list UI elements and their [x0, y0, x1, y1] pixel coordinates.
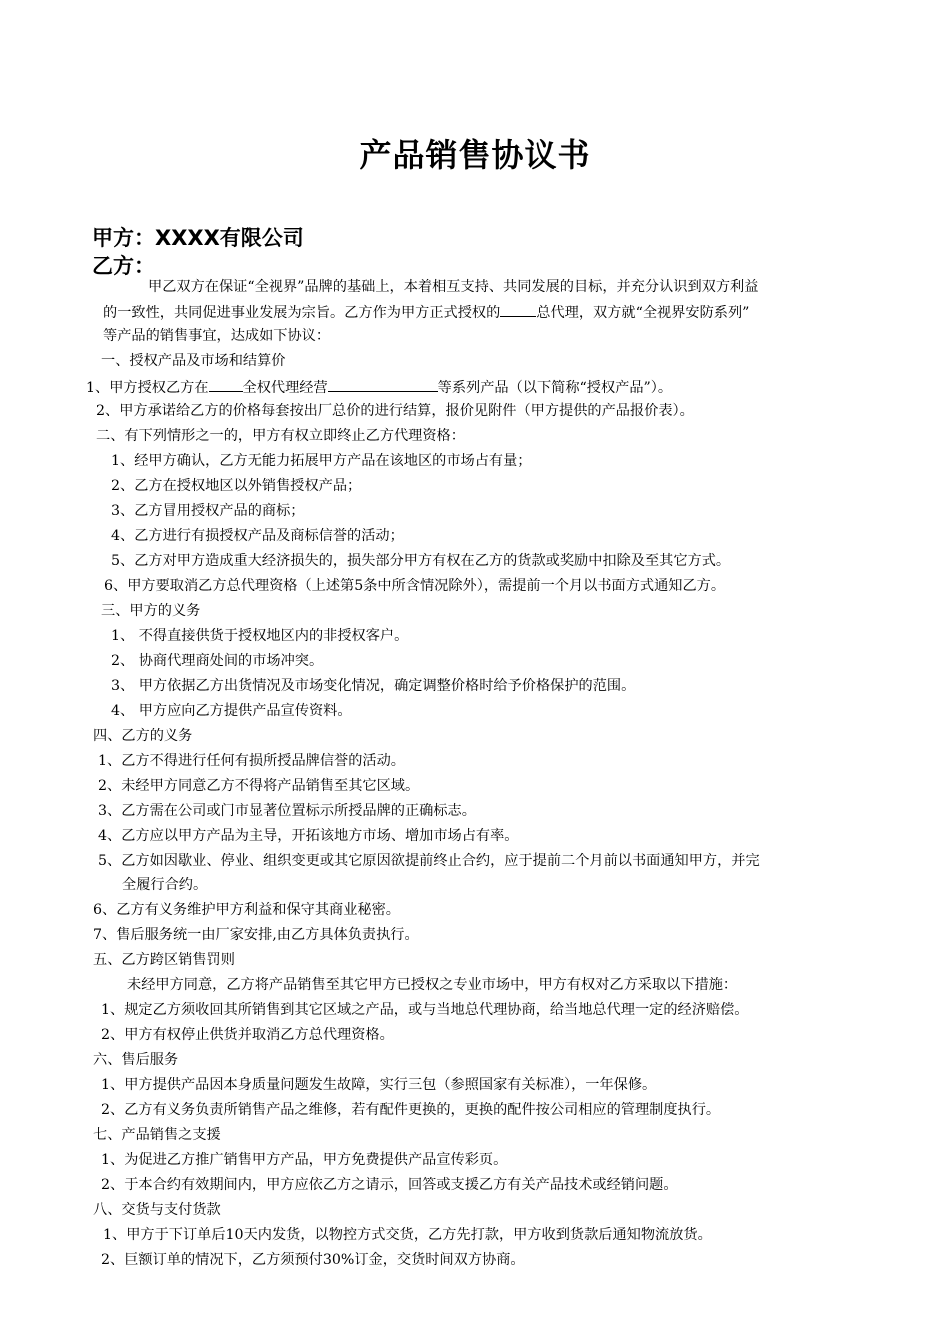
section-2-item: 1、经甲方确认，乙方无能力拓展甲方产品在该地区的市场占有量； [111, 453, 532, 469]
section-4-item: 1、乙方不得进行任何有损所授品牌信誉的活动。 [98, 753, 405, 769]
intro-line-2: 的一致性，共同促进事业发展为宗旨。乙方作为甲方正式授权的 总代理，双方就“全视界安防系列” [103, 302, 749, 322]
section-2-item: 3、乙方冒用授权产品的商标； [111, 503, 305, 519]
section-4-item: 3、乙方需在公司或门市显著位置标示所授品牌的正确标志。 [98, 803, 476, 819]
intro-line-1: 甲乙双方在保证“全视界”品牌的基础上，本着相互支持、共同发展的目标，并充分认识到双方利益 [148, 279, 759, 295]
party-b: 乙方： [92, 254, 155, 278]
section-3-item: 2、 协商代理商处间的市场冲突。 [111, 653, 324, 669]
party-a: 甲方：XXXX有限公司 [92, 226, 304, 250]
section-3-item: 1、 不得直接供货于授权地区内的非授权客户。 [111, 628, 409, 644]
section-2-item: 5、乙方对甲方造成重大经济损失的，损失部分甲方有权在乙方的货款或奖励中扣除及至其它方式。 [111, 553, 731, 569]
section-3-heading: 三、甲方的义务 [101, 603, 201, 619]
intro-line-3: 等产品的销售事宜，达成如下协议： [103, 328, 331, 344]
section-7-item: 2、于本合约有效期间内，甲方应依乙方之请示，回答或支援乙方有关产品技术或经销问题。 [101, 1177, 678, 1193]
section-1-heading: 一、授权产品及市场和结算价 [101, 353, 286, 369]
section-8-item: 2、巨额订单的情况下，乙方须预付30%订金，交货时间双方协商。 [101, 1252, 525, 1268]
section-7-heading: 七、产品销售之支援 [93, 1127, 221, 1143]
section-7-item: 1、为促进乙方推广销售甲方产品，甲方免费提供产品宣传彩页。 [101, 1152, 508, 1168]
section-4-item: 6、乙方有义务维护甲方利益和保守其商业秘密。 [93, 902, 400, 918]
section-5-item: 1、规定乙方须收回其所销售到其它区域之产品，或与当地总代理协商，给当地总代理一定的经济赔偿。 [101, 1002, 749, 1018]
blank-area [209, 377, 243, 392]
section-8-item: 1、甲方于下订单后10天内发货，以物控方式交货，乙方先打款，甲方收到货款后通知物流放货。 [103, 1227, 712, 1243]
section-8-heading: 八、交货与支付货款 [93, 1202, 221, 1218]
section-4-item: 2、未经甲方同意乙方不得将产品销售至其它区域。 [98, 778, 420, 794]
section-5-heading: 五、乙方跨区销售罚则 [93, 952, 235, 968]
section-3-item: 4、 甲方应向乙方提供产品宣传资料。 [111, 703, 352, 719]
document-title: 产品销售协议书 [359, 136, 591, 174]
section-6-item: 1、甲方提供产品因本身质量问题发生故障，实行三包（参照国家有关标准），一年保修。 [101, 1077, 657, 1093]
section-3-item: 3、 甲方依据乙方出货情况及市场变化情况，确定调整价格时给予价格保护的范围。 [111, 678, 636, 694]
section-4-heading: 四、乙方的义务 [93, 728, 193, 744]
section-6-heading: 六、售后服务 [93, 1052, 179, 1068]
blank-region [500, 302, 536, 317]
section-4-item-continued: 全履行合约。 [122, 877, 208, 893]
section-5-item: 2、甲方有权停止供货并取消乙方总代理资格。 [101, 1027, 394, 1043]
section-1-item-1: 1、甲方授权乙方在 全权代理经营 等系列产品（以下简称“授权产品”）。 [86, 377, 672, 397]
section-4-item: 4、乙方应以甲方产品为主导，开拓该地方市场、增加市场占有率。 [98, 828, 519, 844]
section-2-item: 2、乙方在授权地区以外销售授权产品； [111, 478, 362, 494]
section-2-item: 6、甲方要取消乙方总代理资格（上述第5条中所含情况除外），需提前一个月以书面方式通知乙方。 [104, 578, 726, 594]
section-2-item: 4、乙方进行有损授权产品及商标信誉的活动； [111, 528, 404, 544]
section-6-item: 2、乙方有义务负责所销售产品之维修，若有配件更换的，更换的配件按公司相应的管理制度执行。 [101, 1102, 721, 1118]
section-4-item: 5、乙方如因歇业、停业、组织变更或其它原因欲提前终止合约，应于提前二个月前以书面通知甲方，并完 [98, 853, 760, 869]
section-4-item: 7、售后服务统一由厂家安排,由乙方具体负责执行。 [93, 927, 419, 943]
blank-product [328, 377, 438, 392]
section-1-item-2: 2、甲方承诺给乙方的价格每套按出厂总价的进行结算，报价见附件（甲方提供的产品报价表）。 [96, 403, 694, 419]
section-5-lead: 未经甲方同意，乙方将产品销售至其它甲方已授权之专业市场中，甲方有权对乙方采取以下措施： [127, 977, 738, 993]
section-2-heading: 二、有下列情形之一的，甲方有权立即终止乙方代理资格： [96, 428, 465, 444]
